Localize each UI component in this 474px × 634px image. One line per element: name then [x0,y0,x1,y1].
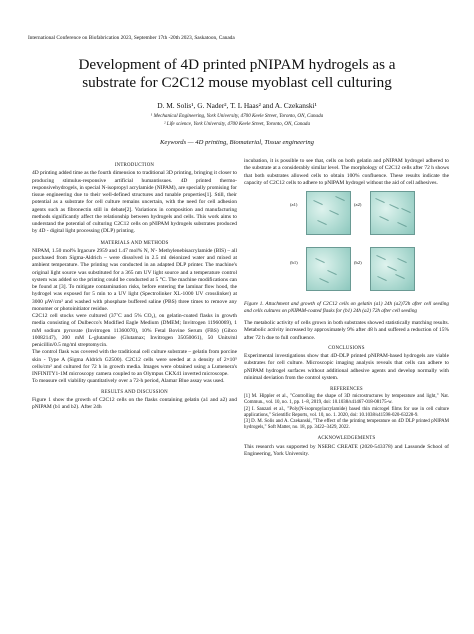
conclusions-text: Experimental investigations show that 4D-DLP printed pNIPAM-based hydrogels are viable substrates for cell culture. Microscopic imaging analysis reveals that cells can adhere to pNIPAM hydrogel surfaces without additional adhesive agents and develop normally with minimal deviation from the control system. [244,353,449,381]
label-a2: (a2) [354,202,362,207]
methods-paragraph-3: The control flask was covered with the traditional cell culture substrate – gelatin from porcine skin - Type A (Sigma Aldrich G2500). C2C12 cells were seeded at a density of 2×10⁵ cells/cm² and cultured for 72 h in growth media. Images were obtained using a Lumenera's INFINITY1-1M microscopy camera coupled to an Olympus CKX41 inverted microscope. [32,349,237,377]
label-b2: (b2) [354,260,362,265]
micrograph-a2 [370,191,415,235]
right-column [244,158,449,458]
results-continued-text: incubation, it is possible to see that, cells on both gelatin and pNIPAM hydrogel adhered to the substrate at a considerably similar level. The morphology of C2C12 cells after 72 h shows that both substrates allowed cells to obtain 100% confluence. These results indicate the capacity of C2C12 cells to adhere to pNIPAM hydrogel without the aid of cell adhesives. [244,158,449,186]
results-text: Figure 1 show the growth of C2C12 cells on the flasks containing gelatin (a1 and a2) and pNIPAM (b1 and b2). After 24h [32,396,237,410]
conference-header: International Conference on Biofabrication 2023, September 17th -20th 2023, Saskatoon, Canada [28,35,235,41]
methods-paragraph-1: NIPAM, 1.50 mol% Irgacure 2959 and 1.47 mol% N, N'- Methylenebisacrylamide (BIS) – all purchased from Sigma-Aldrich – were dissolved in 2.5 ml deionized water and mixed at ambient temperature. The printing was conducted in an adapted DLP printer. The machine's original light source was substituted for a 365 nm UV light source and a temperature control system was added so the printing could be conducted at 5 °C. The machine modifications can be found at [3]. To mitigate contamination risks, before entering the laminar flow hood, the hydrogel was exposed for 5 min to a UV light (Spectrolinker XL-1000 UV crosslinker) at 3000 µW/cm² and washed with phosphate buffered saline (PBS) three times to remove any monomer or photoinitiator residue. [32,247,237,312]
label-b1: (b1) [290,260,298,265]
reference-2: [2] I. Sanzari et al., "Poly(N-isopropylacrylamide) based thin microgel films for use in cell culture applications," Scientific Reports, vol. 10, no. 1. 2020, doi: 10.1038/s41598-020-63228-9. [244,406,449,418]
micrograph-b1 [306,247,351,291]
methods-paragraph-4: To measure cell viability quantitatively over a 72-h period, Alamar Blue assay was used. [32,378,225,385]
affiliation-1: ¹ Mechanical Engineering, York University, 4700 Keele Street, Toronto, ON, Canada [150,113,324,119]
introduction-text: 4D printing added time as the fourth dimension to traditional 3D printing, bringing it closer to producing stimulus-responsive artificial humantissues. 4D printed thermo-responsivehydrogels, in special N-isopropyl acrylamide (NIPAM), are specially promising for tissue engineering due to their well-defined structures and tunable properties[1]. Still, their potential as a substrate for cell culture remains uncertain, with the need for cell adhesion agents such as fibronectin still in debate[2]. Variations in composition and manufacturing methods significantly affect the relationship between hydrogels and cells. This work aims to understand the potential of culturing C2C12 cells on pNIPAM hydrogels substrates produced by 4D - digital light processing (DLP) printing. [32,170,237,235]
title-line-2: substrate for C2C12 mouse myoblast cell culturing [82,74,392,91]
references-heading: REFERENCES [330,387,363,392]
reference-3: [3] D. M. Solis and A. Czekanski, "The effect of the printing temperature on 4D DLP printed pNIPAM hydrogels," Soft Matter, no. 18, pp. 3422–3429, 2022. [244,419,449,431]
figure-caption: Figure 1. Attachment and growth of C2C12 cells on gelatin (a1) 24h (a2)72h after cell seeding and cells cultures on pNIPAM-coated flasks for (b1) 24h (a2) 72h after cell seeding [244,301,449,314]
keywords: Keywords — 4D printing, Biomaterial, Tissue engineering [160,139,314,146]
methods-paragraph-2: C2C12 cell stocks were cultured (37˚C and 5% CO₂), on gelatin-coated flasks in growth media consisting of Dulbecco's Modified Eagle Medium (DMEM; Invitrogen 11960069), 1 mM sodium pyruvate (Invitrogen 11360070), 10% Fetal Bovine Serum (FBS) (Gibco 10082147), 200 mM L-glutamine (Glutamax; Invitrogen 35050061), 50 Units/ml penicillin/0.5 mg/ml streptomycin. [32,313,237,348]
micrograph-b2 [370,247,415,291]
micrograph-a1 [306,191,351,235]
left-column [32,160,237,411]
figure-1 [244,191,449,299]
paper-title [20,56,454,92]
metabolic-text: The metabolic activity of cells grown in both substrates showed statistically matching results. Metabolic activity increased by approximately 9% after 48 h and suffered a reduction of 15% after 72 h due to full confluence. [244,320,449,341]
title-line-1: Development of 4D printed pNIPAM hydrogels as a [78,56,396,73]
conclusions-heading: CONCLUSIONS [328,345,365,351]
affiliation-2: ² Life science, York University, 4700 Keele Street, Toronto, ON, Canada [163,121,311,127]
reference-1: [1] M. Hippler et al., "Controlling the shape of 3D microstructures by temperature and light," Nat. Commun., vol. 10, no. 1, pp. 1–8, 2019, doi: 10.1038/s41467-018-08175-w. [244,394,449,406]
authors: D. M. Solis¹, G. Nader², T. L Haas² and A. Czekanski¹ [157,101,317,110]
acknowledgements-heading: ACKNOWLEDGEMENTS [317,436,376,442]
results-heading: RESULTS AND DISCUSSION [101,389,168,395]
introduction-heading: INTRODUCTION [114,163,155,168]
acknowledgements-text: This research was supported by NSERC CREATE (2020-543378) and Lassonde School of Engineering, York University. [244,443,449,457]
methods-heading: MATERIALS AND METHODS [100,240,169,246]
label-a1: (a1) [290,202,298,207]
